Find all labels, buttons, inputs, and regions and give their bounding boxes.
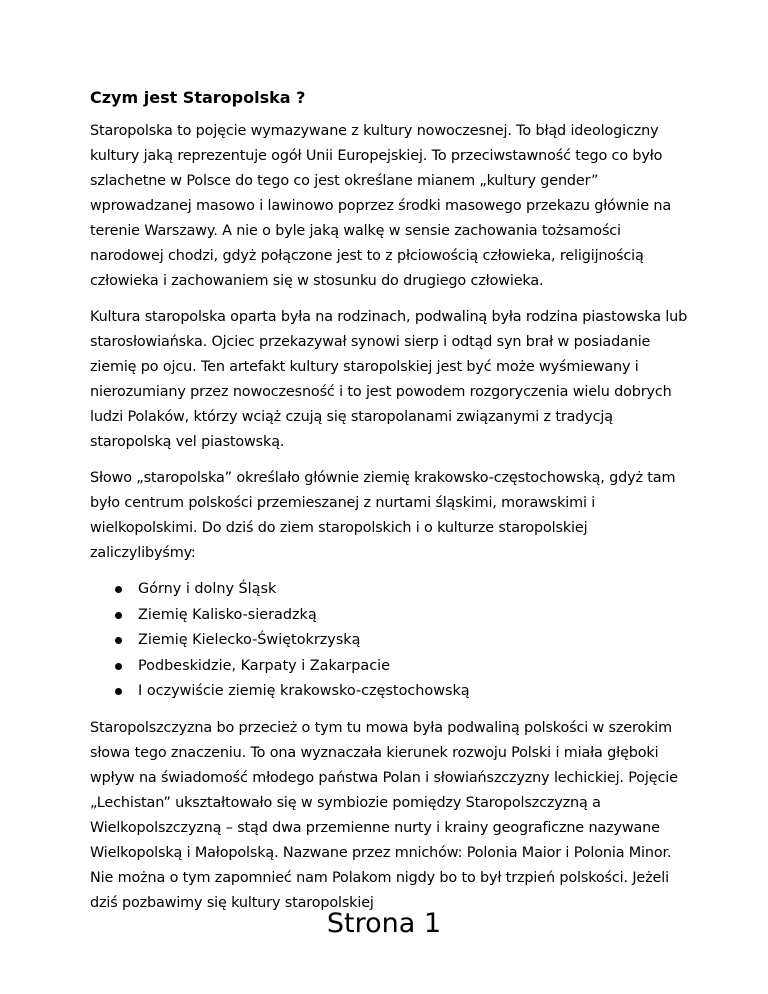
list-item-text: Ziemię Kalisko-sieradzką <box>138 606 317 623</box>
list-item-text: Górny i dolny Śląsk <box>138 581 277 597</box>
list-item <box>90 679 695 705</box>
paragraph-intro: Staropolska to pojęcie wymazywane z kultury nowoczesnej. To błąd ideologiczny kultury jaką reprezentuje ogół Unii Europejskiej. To przeciwstawność tego co było szlachetne w Polsce do tego co jest określane mianem „kultury gender” wprowadzanej masowo i lawinowo poprzez środki masowego przekazu głównie na terenie Warszawy. A nie o byle jaką walkę w sensie zachowania tożsamości narodowej chodzi, gdyż połączone jest to z płciowością człowieka, religijnością człowieka i zachowaniem się w stosunku do drugiego człowieka. <box>90 123 672 289</box>
bullet-icon <box>115 663 122 670</box>
bullet-icon <box>115 586 122 593</box>
list-item-text: Podbeskidzie, Karpaty i Zakarpacie <box>138 657 390 674</box>
list-item <box>90 603 695 629</box>
bullet-icon <box>115 688 122 695</box>
list-item-text: Ziemię Kielecko-Świętokrzyską <box>138 632 361 648</box>
page-number-footer: Strona 1 <box>326 908 442 939</box>
paragraph-family: Kultura staropolska oparta była na rodzinach, podwaliną była rodzina piastowska lub starosłowiańska. Ojciec przekazywał synowi sierp i odtąd syn brał w posiadanie ziemię po ojcu. Ten artefakt kultury staropolskiej jest być może wyśmiewany i nierozumiany przez nowoczesność i to jest powodem rozgoryczenia wielu dobrych ludzi Polaków, którzy wciąż czują się staropolanami związanymi z tradycją staropolską vel piastowską. <box>90 309 688 450</box>
bullet-icon <box>115 637 122 644</box>
list-item-text: I oczywiście ziemię krakowsko-częstochowską <box>138 683 470 699</box>
list-item <box>90 628 695 654</box>
list-item <box>90 654 695 680</box>
document-title: Czym jest Staropolska ? <box>90 88 306 107</box>
document-body <box>90 119 695 927</box>
regions-list <box>90 577 695 705</box>
paragraph-regions-intro: Słowo „staropolska” określało głównie ziemię krakowsko-częstochowską, gdyż tam było centrum polskości przemieszanej z nurtami śląskimi, morawskimi i wielkopolskimi. Do dziś do ziem staropolskich i o kulturze staropolskiej zaliczylibyśmy: <box>90 470 676 561</box>
paragraph-staropolszczyzna: Staropolszczyzna bo przecież o tym tu mowa była podwaliną polskości w szerokim słowa tego znaczeniu. To ona wyznaczała kierunek rozwoju Polski i miała głęboki wpływ na świadomość młodego państwa Polan i słowiańszczyzny lechickiej. Pojęcie „Lechistan” ukształtowało się w symbiozie pomiędzy Staropolszczyzną a Wielkopolszczyzną – stąd dwa przemienne nurty i krainy geograficzne nazywane Wielkopolską i Małopolską. Nazwane przez mnichów: Polonia Maior i Polonia Minor. Nie można o tym zapomnieć nam Polakom nigdy bo to był trzpień polskości. Jeżeli dziś pozbawimy się kultury staropolskiej <box>90 719 678 911</box>
list-item <box>90 577 695 603</box>
bullet-icon <box>115 612 122 619</box>
